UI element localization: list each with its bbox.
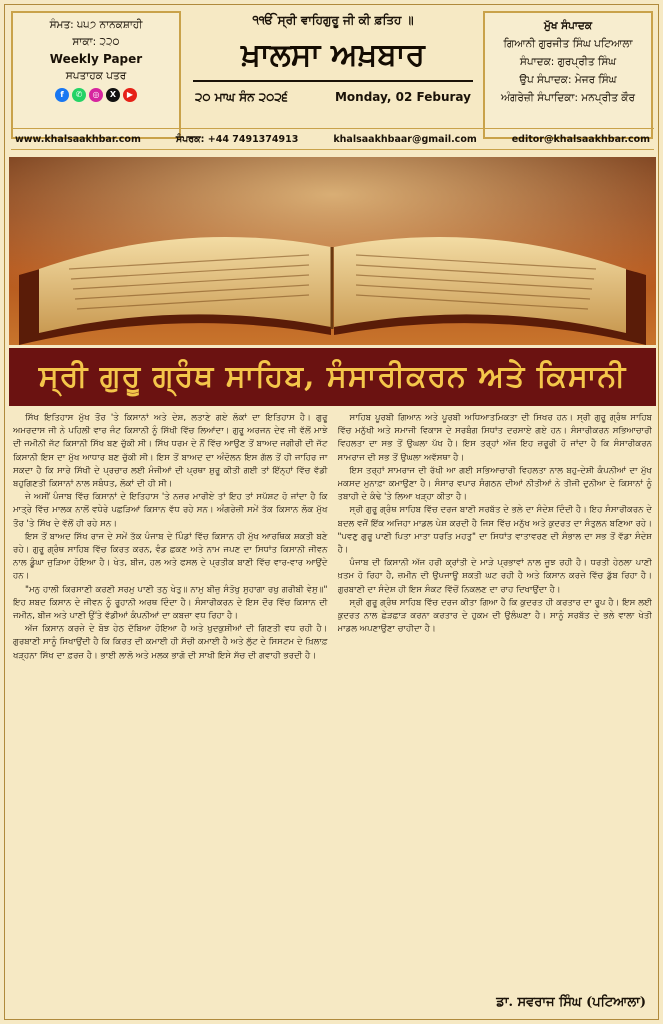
author-byline: ਡਾ. ਸਵਰਾਜ ਸਿੰਘ (ਪਟਿਆਲਾ) bbox=[496, 995, 646, 1010]
headline: ਸ੍ਰੀ ਗੁਰੂ ਗ੍ਰੰਥ ਸਾਹਿਬ, ਸੰਸਾਰੀਕਰਨ ਅਤੇ ਕਿਸਾਨੀ bbox=[9, 348, 656, 406]
article-body bbox=[13, 412, 652, 992]
english-editor: ਅੰਗਰੇਜ਼ੀ ਸੰਪਾਦਿਕਾ: ਮਨਪ੍ਰੀਤ ਕੌਰ bbox=[501, 92, 635, 104]
article-column-1 bbox=[13, 412, 328, 992]
whatsapp-icon[interactable]: ✆ bbox=[72, 88, 86, 102]
website-link[interactable]: www.khalsaakhbar.com bbox=[15, 133, 141, 145]
youtube-icon[interactable]: ▶ bbox=[123, 88, 137, 102]
paragraph: ਸਿੱਖ ਇਤਿਹਾਸ ਮੁੱਖ ਤੌਰ 'ਤੇ ਕਿਸਾਨਾਂ ਅਤੇ ਦੇਸ਼, ਲਤਾਣੇ ਗਏ ਲੋਕਾਂ ਦਾ ਇਤਿਹਾਸ ਹੈ। ਗੁਰੂ ਅਮਰਦਾਸ ਜੀ ਨੇ ਪਹਿਲੀ ਵਾਰ ਜੰਟ ਕਿਸਾਨੀ ਨੂੰ ਸਿੱਖੀ ਵਿੱਚ ਲਿਆਂਦਾ। ਗੁਰੂ ਅਰਜਨ ਦੇਵ ਜੀ ਵੱਲੋਂ ਮਾਝੇ ਦੀ ਜਮੀਨੀ ਜੱਟ ਕਿਸਾਨੀ ਸਿੱਖ ਬਣ ਚੁੱਕੀ ਸੀ। ਸਿੱਖ ਧਰਮ ਦੇ ਨੌਂ ਵਿੱਚ ਆਉਣ ਤੋਂ ਬਾਅਦ ਜਗੀਰੀ ਦੀ ਜੱਟ ਕਿਸਾਨੀ ਇਸ ਦਾ ਮੁੱਖ ਆਧਾਰ ਬਣ ਚੁੱਕੀ ਸੀ। ਇਸ ਤੋਂ ਬਾਅਦ ਦਾ ਅੰਦੋਲਨ ਇਸ ਗੱਲ ਤੋਂ ਹੀ ਜਾਹਿਰ ਜਾ ਸਕਦਾ ਹੈ ਕਿ ਸਾਰੇ ਸਿੱਖੀ ਦੇ ਪ੍ਰਚਾਰ ਲਈ ਮੰਜੀਆਂ ਦੀ ਪ੍ਰਥਾ ਸ਼ੁਰੂ ਕੀਤੀ ਗਈ ਤਾਂ ਇੱਨ੍ਹਾਂ ਵਿੱਚ ਵੱਡੀ ਬਹੁਗਿਣਤੀ ਕਿਸਾਨਾਂ ਨਾਲ ਸਬੰਧਤ, ਲੋਕਾਂ ਦੀ ਹੀ ਸੀ। bbox=[13, 413, 328, 490]
paragraph: ਜੇ ਅਸੀਂ ਪੰਜਾਬ ਵਿੱਚ ਕਿਸਾਨਾਂ ਦੇ ਇਤਿਹਾਸ 'ਤੇ ਨਜ਼ਰ ਮਾਰੀਏ ਤਾਂ ਇਹ ਤਾਂ ਸਪੱਸ਼ਟ ਹੋ ਜਾਂਦਾ ਹੈ ਕਿ ਮਾਤ੍ਰੇ ਵਿੱਚ ਮਾਲਕ ਨਾਲੋਂ ਵਧੇਰੇ ਪਛੜਿਆਂ ਕਿਸਾਨ ਵੱਧ ਰਹੇ ਸਨ। ਅੰਗਰੇਜ਼ੀ ਸਮੇਂ ਤੱਕ ਕਿਸਾਨ ਲੋਕ ਮੁੱਖ ਤੌਰ 'ਤੇ ਸਿੱਖ ਦੇ ਵੱਲੋਂ ਹੀ ਰਹੇ ਸਨ। bbox=[13, 492, 328, 529]
title-rule bbox=[193, 80, 473, 82]
paragraph: ਅੱਜ ਕਿਸਾਨ ਕਰਜ਼ੇ ਦੇ ਬੋਝ ਹੇਠ ਦੱਬਿਆ ਹੋਇਆ ਹੈ ਅਤੇ ਖੁਦਕੁਸ਼ੀਆਂ ਦੀ ਗਿਣਤੀ ਵਧ ਰਹੀ ਹੈ। ਗੁਰਬਾਣੀ ਸਾਨੂੰ ਸਿਖਾਉਂਦੀ ਹੈ ਕਿ ਕਿਰਤ ਦੀ ਕਮਾਈ ਹੀ ਸੱਚੀ ਕਮਾਈ ਹੈ ਅਤੇ ਲੁੱਟ ਦੇ ਸਿਸਟਮ ਦੇ ਖ਼ਿਲਾਫ਼ ਖੜ੍ਹਨਾ ਸਿੱਖ ਦਾ ਫ਼ਰਜ਼ ਹੈ। ਭਾਈ ਲਾਲੋ ਅਤੇ ਮਲਕ ਭਾਗੋ ਦੀ ਸਾਖੀ ਇਸੇ ਸੱਚ ਦੀ ਗਵਾਹੀ ਭਰਦੀ ਹੈ। bbox=[13, 624, 328, 661]
paper-type-pa: ਸਪਤਾਹਕ ਪਤਰ bbox=[65, 70, 127, 82]
facebook-icon[interactable]: f bbox=[55, 88, 69, 102]
chief-editor-label: ਮੁੱਖ ਸੰਪਾਦਕ bbox=[543, 20, 593, 32]
issue-info-box bbox=[11, 11, 181, 139]
paragraph: ਪੰਜਾਬ ਦੀ ਕਿਸਾਨੀ ਅੱਜ ਹਰੀ ਕ੍ਰਾਂਤੀ ਦੇ ਮਾੜੇ ਪ੍ਰਭਾਵਾਂ ਨਾਲ ਜੂਝ ਰਹੀ ਹੈ। ਧਰਤੀ ਹੇਠਲਾ ਪਾਣੀ ਖ਼ਤਮ ਹੋ ਰਿਹਾ ਹੈ, ਜ਼ਮੀਨ ਦੀ ਉਪਜਾਊ ਸ਼ਕਤੀ ਘਟ ਰਹੀ ਹੈ ਅਤੇ ਕਿਸਾਨ ਕਰਜ਼ੇ ਵਿੱਚ ਡੁੱਬ ਰਿਹਾ ਹੈ। ਗੁਰਬਾਣੀ ਦਾ ਸੰਦੇਸ਼ ਹੀ ਇਸ ਸੰਕਟ ਵਿੱਚੋਂ ਨਿਕਲਣ ਦਾ ਰਾਹ ਦਿਖਾਉਂਦਾ ਹੈ। bbox=[337, 558, 652, 595]
newspaper-title: ਖ਼ਾਲਸਾ ਅਖ਼ਬਾਰ bbox=[241, 37, 425, 73]
email-link-2[interactable]: editor@khalsaakhbar.com bbox=[511, 133, 650, 145]
instagram-icon[interactable]: ◎ bbox=[89, 88, 103, 102]
paragraph: ਇਸ ਤਰ੍ਹਾਂ ਸਾਮਰਾਜ ਦੀ ਰੱਖੀ ਆ ਗਈ ਸਭਿਆਚਾਰੀ ਵਿਹਲਤਾ ਨਾਲ ਬਹੁ-ਦੇਸ਼ੀ ਕੰਪਨੀਆਂ ਦਾ ਮੁੱਖ ਮਕਸਦ ਮੁਨਾਫ਼ਾ ਕਮਾਉਣਾ ਹੈ। ਸੰਸਾਰ ਵਪਾਰ ਸੰਗਠਨ ਦੀਆਂ ਨੀਤੀਆਂ ਨੇ ਤੀਜੀ ਦੁਨੀਆ ਦੇ ਕਿਸਾਨਾਂ ਨੂੰ ਤਬਾਹੀ ਦੇ ਕੰਢੇ 'ਤੇ ਲਿਆ ਖੜ੍ਹਾ ਕੀਤਾ ਹੈ। bbox=[337, 465, 652, 503]
deputy-editor: ਉਪ ਸੰਪਾਦਕ: ਮੇਜਰ ਸਿੰਘ bbox=[519, 74, 617, 86]
contact-bar bbox=[11, 128, 654, 150]
open-book-illustration bbox=[9, 157, 656, 345]
chief-editor: ਗਿਆਨੀ ਗੁਰਜੀਤ ਸਿੰਘ ਪਟਿਆਲਾ bbox=[503, 38, 633, 50]
email-link-1[interactable]: khalsaakhbaar@gmail.com bbox=[333, 133, 477, 145]
paragraph: ਇਸ ਤੋਂ ਬਾਅਦ ਸਿੱਖ ਰਾਜ ਦੇ ਸਮੇਂ ਤੱਕ ਪੰਜਾਬ ਦੇ ਪਿੰਡਾਂ ਵਿੱਚ ਕਿਸਾਨ ਹੀ ਮੁੱਖ ਆਰਥਿਕ ਸ਼ਕਤੀ ਬਣੇ ਰਹੇ। ਗੁਰੂ ਗ੍ਰੰਥ ਸਾਹਿਬ ਵਿੱਚ ਕਿਰਤ ਕਰਨ, ਵੰਡ ਛਕਣ ਅਤੇ ਨਾਮ ਜਪਣ ਦਾ ਸਿਧਾਂਤ ਕਿਸਾਨੀ ਜੀਵਨ ਨਾਲ ਡੂੰਘਾ ਜੁੜਿਆ ਹੋਇਆ ਹੈ। ਖੇਤ, ਬੀਜ, ਹਲ ਅਤੇ ਫਸਲ ਦੇ ਪ੍ਰਤੀਕ ਬਾਣੀ ਵਿੱਚ ਵਾਰ-ਵਾਰ ਆਉਂਦੇ ਹਨ। bbox=[13, 531, 328, 582]
dateline bbox=[187, 86, 479, 105]
date-english: Monday, 02 Feburay bbox=[334, 90, 471, 104]
date-punjabi: ੨੦ ਮਾਘ ਸੰਨ ੨੦੨੬ bbox=[195, 90, 288, 104]
slogan: ੧ੴ ਸ੍ਰੀ ਵਾਹਿਗੁਰੂ ਜੀ ਕੀ ਫ਼ਤਿਹ ॥ bbox=[252, 13, 414, 27]
editorial-box bbox=[483, 11, 653, 139]
paragraph: ਸਾਹਿਬ ਪੂਰਬੀ ਗਿਆਨ ਅਤੇ ਪੂਰਬੀ ਅਧਿਆਤਮਿਕਤਾ ਦੀ ਸਿਖਰ ਹਨ। ਸ੍ਰੀ ਗੁਰੂ ਗ੍ਰੰਥ ਸਾਹਿਬ ਵਿੱਚ ਮਨੁੱਖੀ ਅਤੇ ਸਮਾਜੀ ਵਿਕਾਸ ਦੇ ਸਰਬੰਗ ਸਿਧਾਂਤ ਦਰਸਾਏ ਗਏ ਹਨ। ਸੰਸਾਰੀਕਰਨ ਸਭਿਆਚਾਰੀ ਵਿਹਲਤਾ ਦਾ ਸਭ ਤੋਂ ਉਘਲਾ ਪੱਖ ਹੈ। ਇਸ ਤਰ੍ਹਾਂ ਅੱਜ ਇਹ ਜ਼ਰੂਰੀ ਹੋ ਜਾਂਦਾ ਹੈ ਕਿ ਸੰਸਾਰੀਕਰਨ ਸਾਮਰਾਜ ਦੀ ਸਭ ਤੋਂ ਉਘਲਾ ਅਵੱਸਥਾ ਹੈ। bbox=[337, 413, 652, 463]
editor: ਸੰਪਾਦਕ: ਗੁਰਪ੍ਰੀਤ ਸਿੰਘ bbox=[519, 56, 617, 68]
masthead bbox=[187, 11, 479, 139]
samvat: ਸੰਮਤ: ੫੫੭ ਨਾਨਕਸ਼ਾਹੀ bbox=[49, 19, 143, 31]
saka: ਸਾਕਾ: ੨੨੦ bbox=[72, 36, 120, 48]
masthead-area bbox=[5, 5, 660, 157]
paragraph: "ਮਨੁ ਹਾਲੀ ਕਿਰਸਾਣੀ ਕਰਣੀ ਸਰਮੁ ਪਾਣੀ ਤਨੁ ਖੇਤੁ॥ ਨਾਮੁ ਬੀਜੁ ਸੰਤੋਖੁ ਸੁਹਾਗਾ ਰਖੁ ਗਰੀਬੀ ਵੇਸੁ॥" ਇਹ ਸ਼ਬਦ ਕਿਸਾਨ ਦੇ ਜੀਵਨ ਨੂੰ ਰੂਹਾਨੀ ਅਰਥ ਦਿੰਦਾ ਹੈ। ਸੰਸਾਰੀਕਰਨ ਦੇ ਇਸ ਦੌਰ ਵਿੱਚ ਕਿਸਾਨ ਦੀ ਜਮੀਨ, ਬੀਜ ਅਤੇ ਪਾਣੀ ਉੱਤੇ ਵੱਡੀਆਂ ਕੰਪਨੀਆਂ ਦਾ ਕਬਜ਼ਾ ਵਧ ਰਿਹਾ ਹੈ। bbox=[13, 584, 328, 622]
newspaper-page bbox=[4, 4, 659, 1020]
article-column-2 bbox=[338, 412, 653, 992]
phone: ਸੰਪਰਕ: +44 7491374913 bbox=[175, 133, 299, 145]
social-icons bbox=[19, 88, 173, 102]
paragraph: ਸ੍ਰੀ ਗੁਰੂ ਗ੍ਰੰਥ ਸਾਹਿਬ ਵਿੱਚ ਦਰਜ ਬਾਣੀ ਸਰਬੱਤ ਦੇ ਭਲੇ ਦਾ ਸੰਦੇਸ਼ ਦਿੰਦੀ ਹੈ। ਇਹ ਸੰਸਾਰੀਕਰਨ ਦੇ ਬਦਲ ਵਜੋਂ ਇੱਕ ਅਜਿਹਾ ਮਾਡਲ ਪੇਸ਼ ਕਰਦੀ ਹੈ ਜਿਸ ਵਿੱਚ ਮਨੁੱਖ ਅਤੇ ਕੁਦਰਤ ਦਾ ਸੰਤੁਲਨ ਬਣਿਆ ਰਹੇ। "ਪਵਣੁ ਗੁਰੂ ਪਾਣੀ ਪਿਤਾ ਮਾਤਾ ਧਰਤਿ ਮਹਤੁ" ਦਾ ਸਿਧਾਂਤ ਵਾਤਾਵਰਣ ਦੀ ਸੰਭਾਲ ਦਾ ਸਭ ਤੋਂ ਵੱਡਾ ਸੰਦੇਸ਼ ਹੈ। bbox=[337, 505, 652, 556]
holy-book-photo bbox=[9, 157, 656, 345]
x-icon[interactable]: X bbox=[106, 88, 120, 102]
paper-type: Weekly Paper bbox=[49, 52, 143, 66]
paragraph: ਸ੍ਰੀ ਗੁਰੂ ਗ੍ਰੰਥ ਸਾਹਿਬ ਵਿੱਚ ਦਰਜ ਕੀਤਾ ਗਿਆ ਹੈ ਕਿ ਕੁਦਰਤ ਹੀ ਕਰਤਾਰ ਦਾ ਰੂਪ ਹੈ। ਇਸ ਲਈ ਕੁਦਰਤ ਨਾਲ ਛੇੜਛਾੜ ਕਰਨਾ ਕਰਤਾਰ ਦੇ ਹੁਕਮ ਦੀ ਉਲੰਘਣਾ ਹੈ। ਸਾਨੂੰ ਸਰਬੱਤ ਦੇ ਭਲੇ ਵਾਲਾ ਖੇਤੀ ਮਾਡਲ ਅਪਣਾਉਣਾ ਚਾਹੀਦਾ ਹੈ। bbox=[337, 597, 652, 635]
